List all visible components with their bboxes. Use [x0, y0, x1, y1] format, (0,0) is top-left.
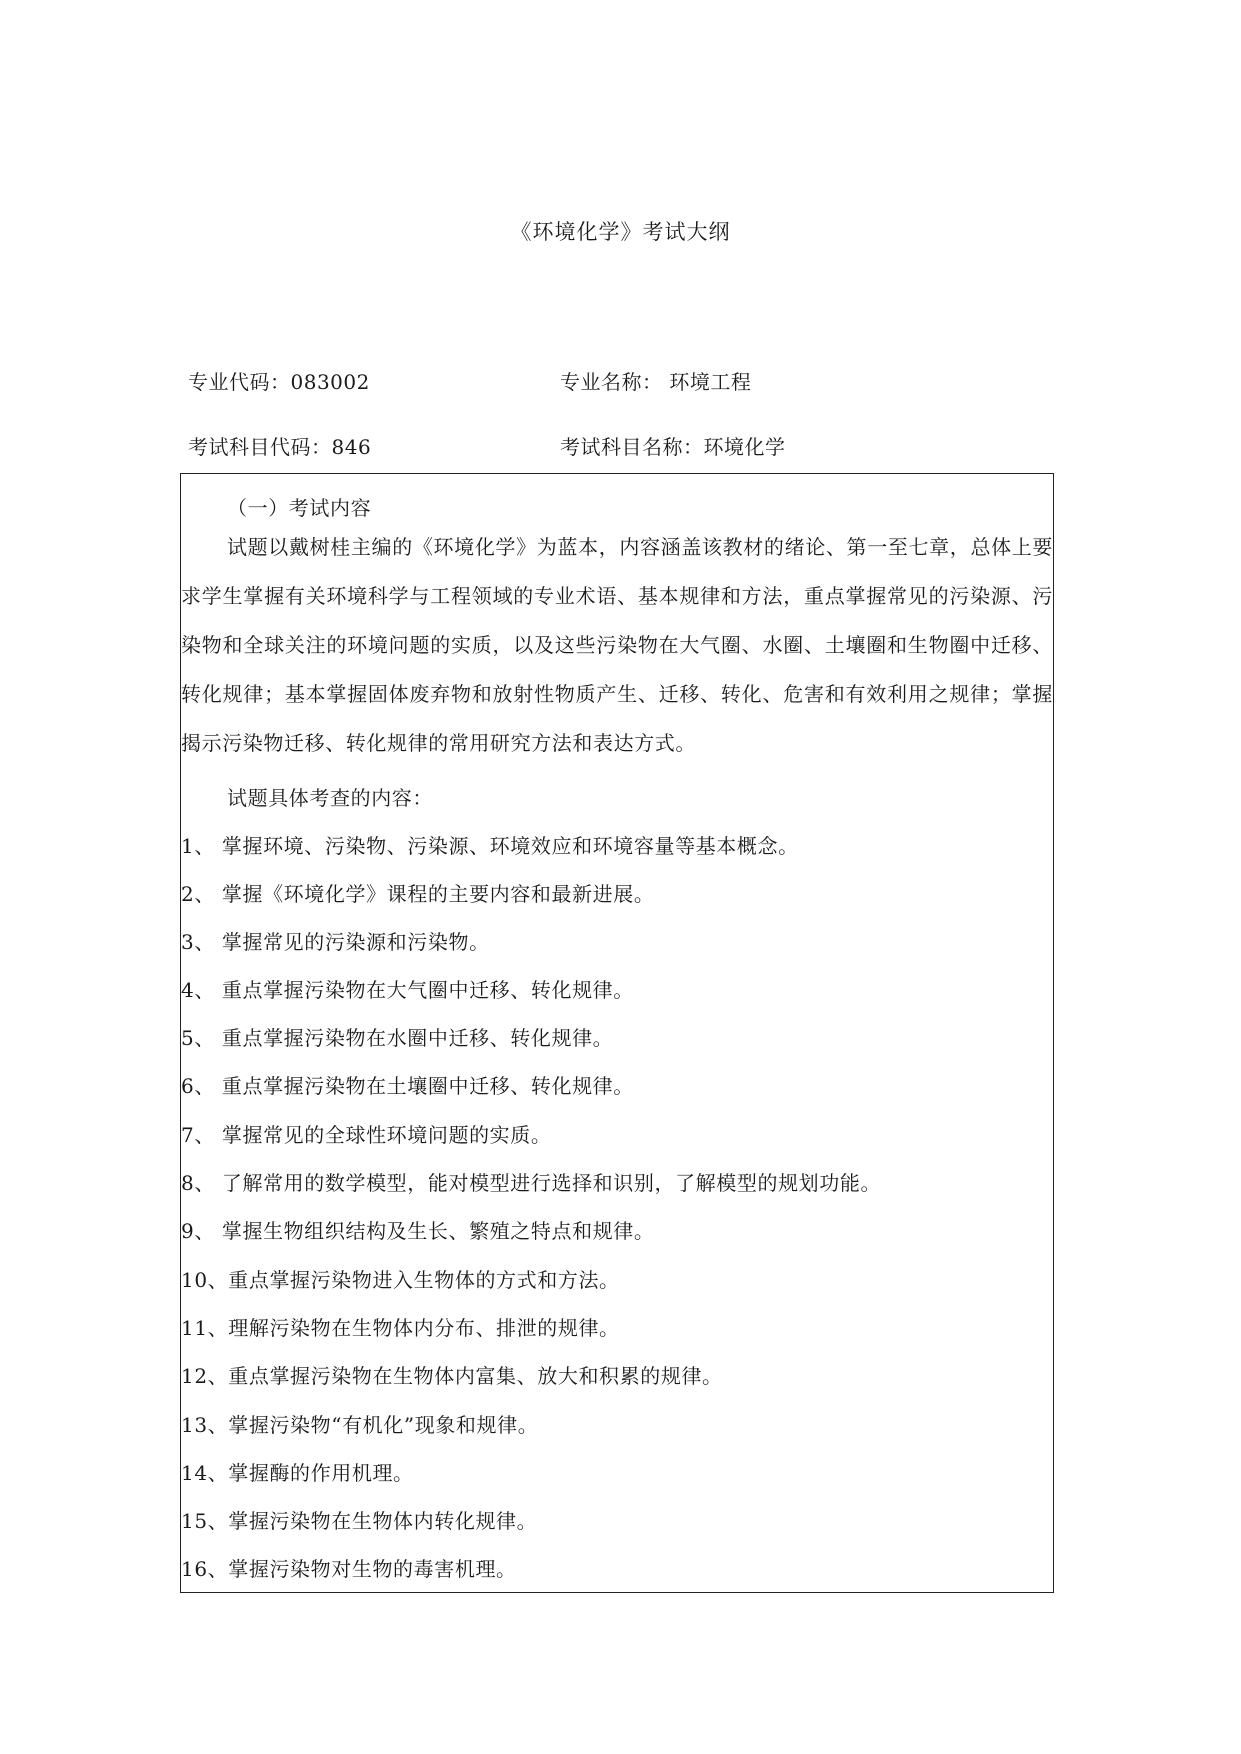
list-item: 8、 了解常用的数学模型，能对模型进行选择和识别，了解模型的规划功能。: [181, 1171, 882, 1195]
list-item: 12、重点掌握污染物在生物体内富集、放大和积累的规律。: [181, 1364, 723, 1388]
list-item: 11、理解污染物在生物体内分布、排泄的规律。: [181, 1316, 620, 1340]
list-item: 16、掌握污染物对生物的毒害机理。: [181, 1557, 517, 1581]
list-item: 10、重点掌握污染物进入生物体的方式和方法。: [181, 1268, 620, 1292]
list-item: 9、 掌握生物组织结构及生长、繁殖之特点和规律。: [181, 1219, 655, 1243]
list-item: 7、 掌握常见的全球性环境问题的实质。: [181, 1123, 552, 1147]
list-item: 2、 掌握《环境化学》课程的主要内容和最新进展。: [181, 882, 655, 906]
list-item: 14、掌握酶的作用机理。: [181, 1461, 414, 1485]
list-heading: 试题具体考查的内容：: [227, 786, 433, 810]
intro-paragraph: 试题以戴树桂主编的《环境化学》为蓝本，内容涵盖该教材的绪论、第一至七章，总体上要求学生掌握有关环境科学与工程领域的专业术语、基本规律和方法，重点掌握常见的污染源、污染物和全球关注的环境问题的实质，以及这些污染物在大气圈、水圈、土壤圈和生物圈中迁移、转化规律；基本掌握固体废弃物和放射性物质产生、迁移、转化、危害和有效利用之规律；掌握揭示污染物迁移、转化规律的常用研究方法和表达方式。: [181, 535, 1053, 755]
major-name: 专业名称： 环境工程: [560, 370, 752, 394]
document-title: 《环境化学》考试大纲: [510, 220, 731, 244]
exam-content-box: [180, 473, 1054, 1593]
list-item: 4、 重点掌握污染物在大气圈中迁移、转化规律。: [181, 978, 634, 1002]
list-item: 6、 重点掌握污染物在土壤圈中迁移、转化规律。: [181, 1074, 634, 1098]
section-heading: （一）考试内容: [227, 496, 372, 520]
subject-code: 考试科目代码：846: [188, 435, 372, 459]
major-code: 专业代码：083002: [188, 370, 370, 394]
list-item: 13、掌握污染物“有机化”现象和规律。: [181, 1413, 539, 1437]
list-item: 15、掌握污染物在生物体内转化规律。: [181, 1509, 538, 1533]
list-item: 1、 掌握环境、污染物、污染源、环境效应和环境容量等基本概念。: [181, 834, 799, 858]
list-item: 5、 重点掌握污染物在水圈中迁移、转化规律。: [181, 1026, 614, 1050]
list-item: 3、 掌握常见的污染源和污染物。: [181, 930, 490, 954]
subject-name: 考试科目名称：环境化学: [560, 435, 786, 459]
